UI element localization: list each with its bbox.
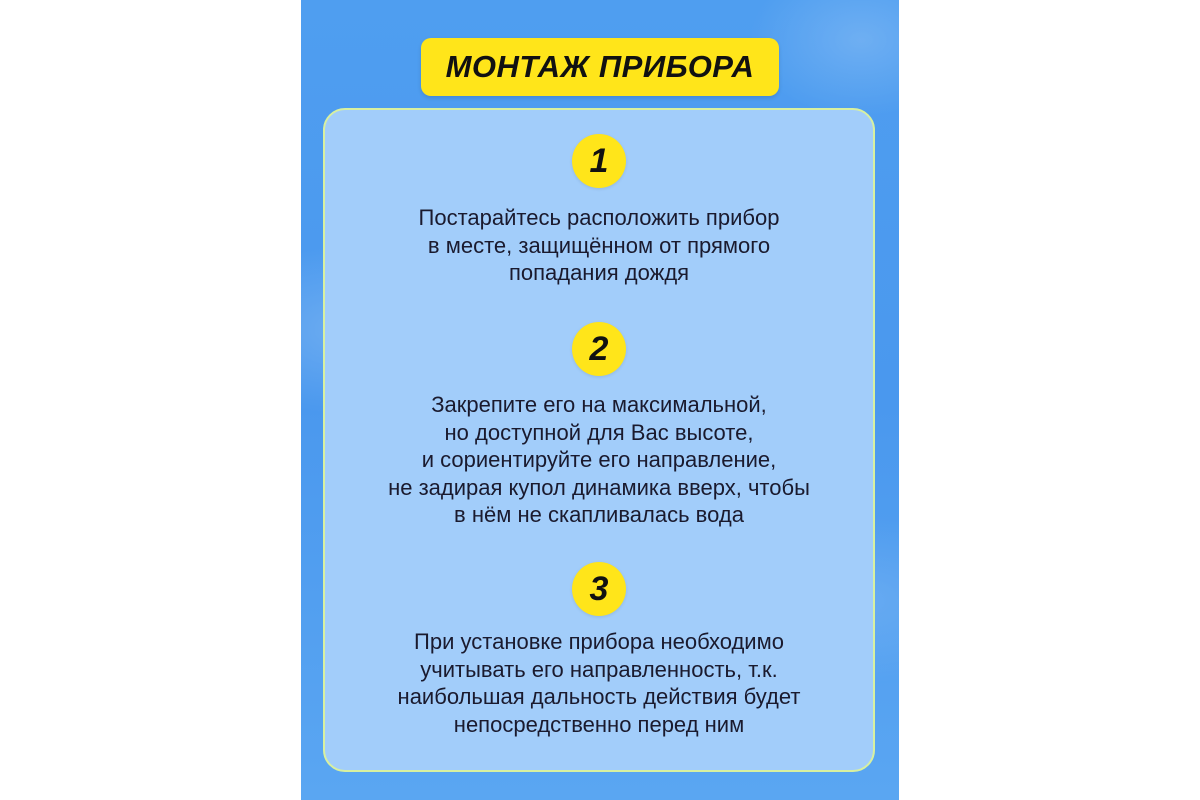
step-text-3: При установке прибора необходимо учитывать его направленность, т.к. наибольшая дальность действия будет непосредственно перед ним — [397, 629, 801, 737]
title-badge — [421, 38, 779, 96]
steps-card — [323, 108, 875, 772]
instruction-poster — [301, 0, 899, 800]
step-number-1: 1 — [572, 134, 626, 188]
step-text-2: Закрепите его на максимальной, но доступной для Вас высоте, и сориентируйте его направление, не задирая купол динамика вверх, чтобы в нём не скапливалась вода — [388, 392, 810, 527]
step-number-3: 3 — [572, 562, 626, 616]
step-number-2: 2 — [572, 322, 626, 376]
step-text-1: Постарайтесь расположить прибор в месте, защищённом от прямого попадания дождя — [418, 205, 780, 285]
page-title: МОНТАЖ ПРИБОРА — [445, 49, 755, 84]
